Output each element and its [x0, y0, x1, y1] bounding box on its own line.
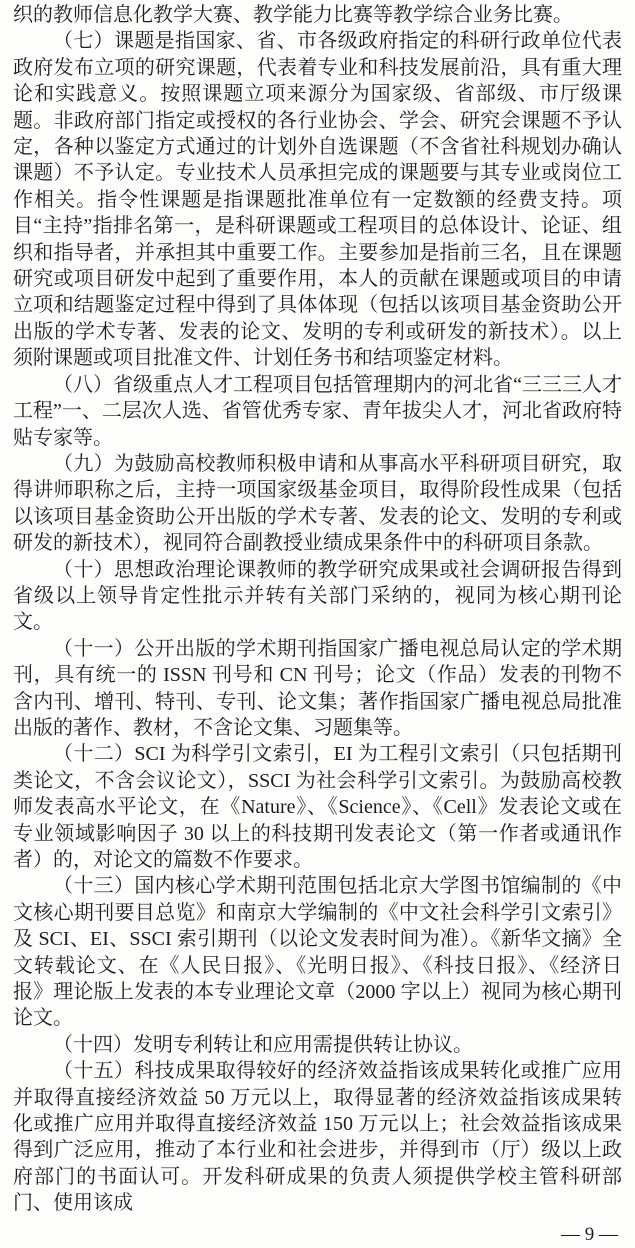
para-item-14: （十四）发明专利转让和应用需提供转让协议。: [53, 1033, 473, 1056]
para-item-12: （十二）SCI 为科学引文索引，EI 为工程引文索引（只包括期刊类论文，不含会议论文），SSCI 为社会科学引文索引。为鼓励高校教师发表高水平论文，在《Nature》、《Science》、《Cell》发表论文或在专业领域影响因子 30 以上的科技期刊发表论文（第一作者或通讯作者）的，对论文的篇数不作要求。: [13, 743, 622, 871]
para-item-9: （九）为鼓励高校教师积极申请和从事高水平科研项目研究，取得讲师职称之后，主持一项国家级基金项目，取得阶段性成果（包括以该项目基金资助公开出版的学术专著、发表的论文、发明的专利或研发的新技术），视同符合副教授业绩成果条件中的科研项目条款。: [13, 452, 622, 555]
document-text: [13, 2, 622, 1217]
page-number: — 9 —: [561, 1223, 618, 1245]
para-continuation: 织的教师信息化教学大赛、教学能力比赛等教学综合业务比赛。: [13, 4, 573, 26]
para-item-7: （七）课题是指国家、省、市各级政府指定的科研行政单位代表政府发布立项的研究课题，代表着专业和科技发展前沿，具有重大理论和实践意义。按照课题立项来源分为国家级、省部级、市厅级课题。非政府部门指定或授权的各行业协会、学会、研究会课题不予认定，各种以鉴定方式通过的计划外自选课题（不含省社科规划办确认课题）不予认定。专业技术人员承担完成的课题要与其专业或岗位工作相关。指令性课题是指课题批准单位有一定数额的经费支持。项目“主持”指排名第一，是科研课题或工程项目的总体设计、论证、组织和指导者，并承担其中重要工作。主要参加是指前三名，且在课题研究或项目研发中起到了重要作用，本人的贡献在课题或项目的申请立项和结题鉴定过程中得到了具体体现（包括以该项目基金资助公开出版的学术专著、发表的论文、发明的专利或研发的新技术）。以上须附课题或项目批准文件、计划任务书和结项鉴定材料。: [13, 30, 622, 370]
para-item-15: （十五）科技成果取得较好的经济效益指该成果转化或推广应用并取得直接经济效益 50 万元以上，取得显著的经济效益指该成果转化或推广应用并取得直接经济效益 150 万元以上；社会效益指该成果得到广泛应用，推动了本行业和社会进步，并得到市（厅）级以上政府部门的书面认可。开发科研成果的负责人须提供学校主管科研部门、使用该成: [13, 1060, 622, 1215]
para-item-13: （十三）国内核心学术期刊范围包括北京大学图书馆编制的《中文核心期刊要目总览》和南京大学编制的《中文社会科学引文索引》及 SCI、EI、SSCI 索引期刊（以论文发表时间为准）。《新华文摘》全文转载论文、在《人民日报》、《光明日报》、《科技日报》、《经济日报》理论版上发表的本专业理论文章（2000 字以上）视同为核心期刊论文。: [13, 875, 622, 1030]
para-item-11: （十一）公开出版的学术期刊指国家广播电视总局认定的学术期刊，具有统一的 ISSN 刊号和 CN 刊号；论文（作品）发表的刊物不含内刊、增刊、特刊、专刊、论文集；著作指国家广播电视总局批准出版的著作、教材，不含论文集、习题集等。: [13, 637, 622, 739]
para-item-10: （十）思想政治理论课教师的教学研究成果或社会调研报告得到省级以上领导肯定性批示并转有关部门采纳的，视同为核心期刊论文。: [13, 558, 622, 634]
para-item-8: （八）省级重点人才工程项目包括管理期内的河北省“三三三人才工程”一、二层次人选、省管优秀专家、青年拔尖人才，河北省政府特贴专家等。: [13, 373, 622, 449]
